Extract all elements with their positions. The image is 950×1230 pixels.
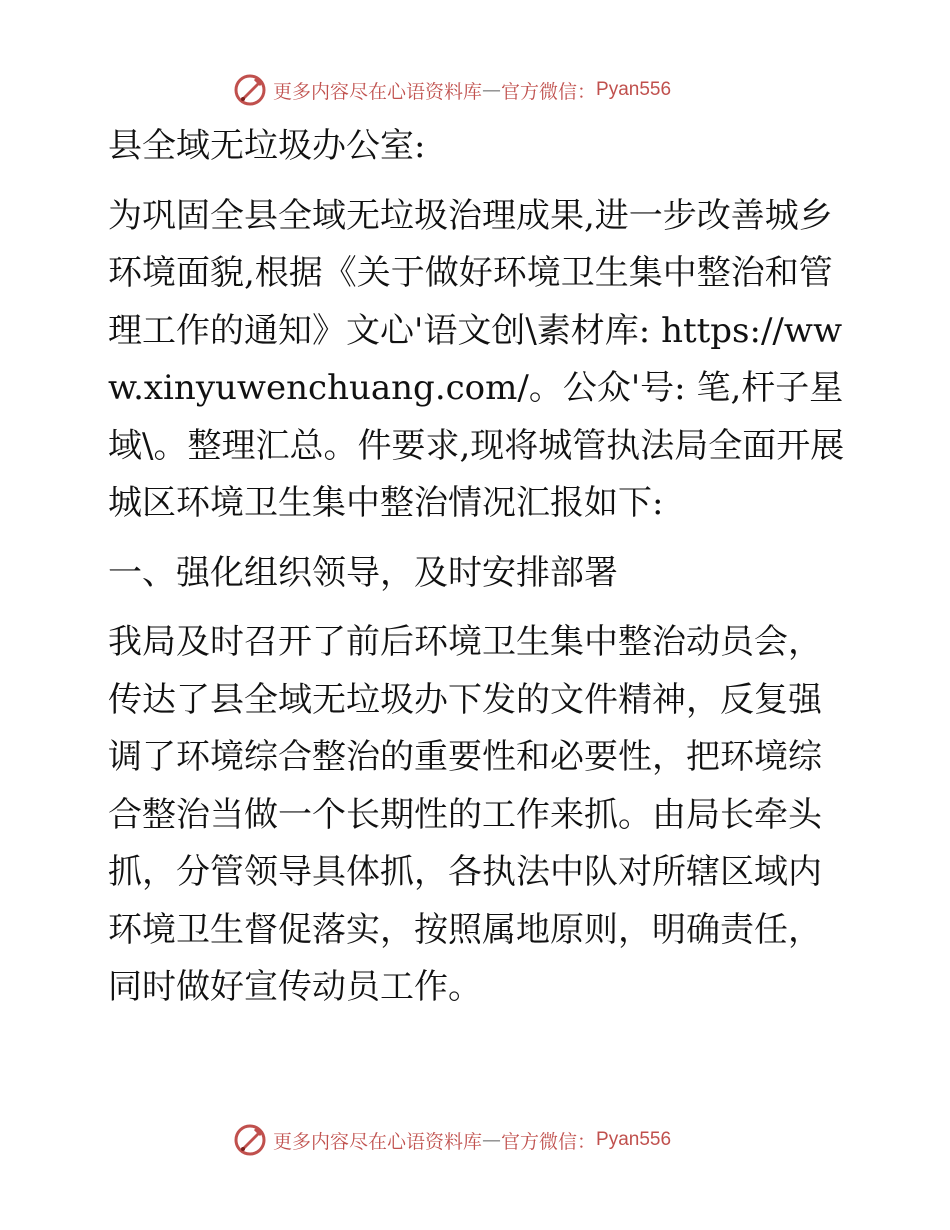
banner-wechat-handle: Pyan556 — [596, 79, 672, 100]
banner-separator: — — [482, 1129, 502, 1151]
paragraph-section-1: 我局及时召开了前后环境卫生集中整治动员会，传达了县全域无垃圾办下发的文件精神，反复强调了环境综合整治的重要性和必要性，把环境综合整治当做一个长期性的工作来抓。由局长牵头抓，分管领导具体抓，各执法中队对所辖区域内环境卫生督促落实，按照属地原则，明确责任，同时做好宣传动员工作。 — [108, 622, 822, 1007]
banner-separator: — — [482, 79, 502, 101]
banner-promo-text: 更多内容尽在心语资料库 — [273, 80, 483, 103]
quill-logo-icon — [233, 73, 267, 107]
quill-logo-icon — [233, 1123, 267, 1157]
footer-watermark-banner — [233, 1122, 671, 1158]
paragraph-intro: 为巩固全县全域无垃圾治理成果,进一步改善城乡环境面貌,根据《关于做好环境卫生集中整治和管理工作的通知》文心'语文创\素材库: https://www.xinyuwenchuang.com/。公众'号: 笔,杆子星域\。整理汇总。件要求,现将城管执法局全面开展城区环境卫生集中整治情况汇报如下: — [108, 195, 845, 523]
document-body — [98, 118, 850, 1017]
banner-wechat-label: 官方微信： — [501, 1130, 597, 1153]
section-heading-1: 一、强化组织领导，及时安排部署 — [108, 552, 618, 593]
banner-promo-text: 更多内容尽在心语资料库 — [273, 1130, 483, 1153]
header-watermark-banner — [233, 72, 671, 108]
banner-wechat-handle: Pyan556 — [596, 1129, 672, 1150]
salutation: 县全域无垃圾办公室: — [108, 126, 426, 166]
banner-wechat-label: 官方微信： — [501, 80, 597, 103]
